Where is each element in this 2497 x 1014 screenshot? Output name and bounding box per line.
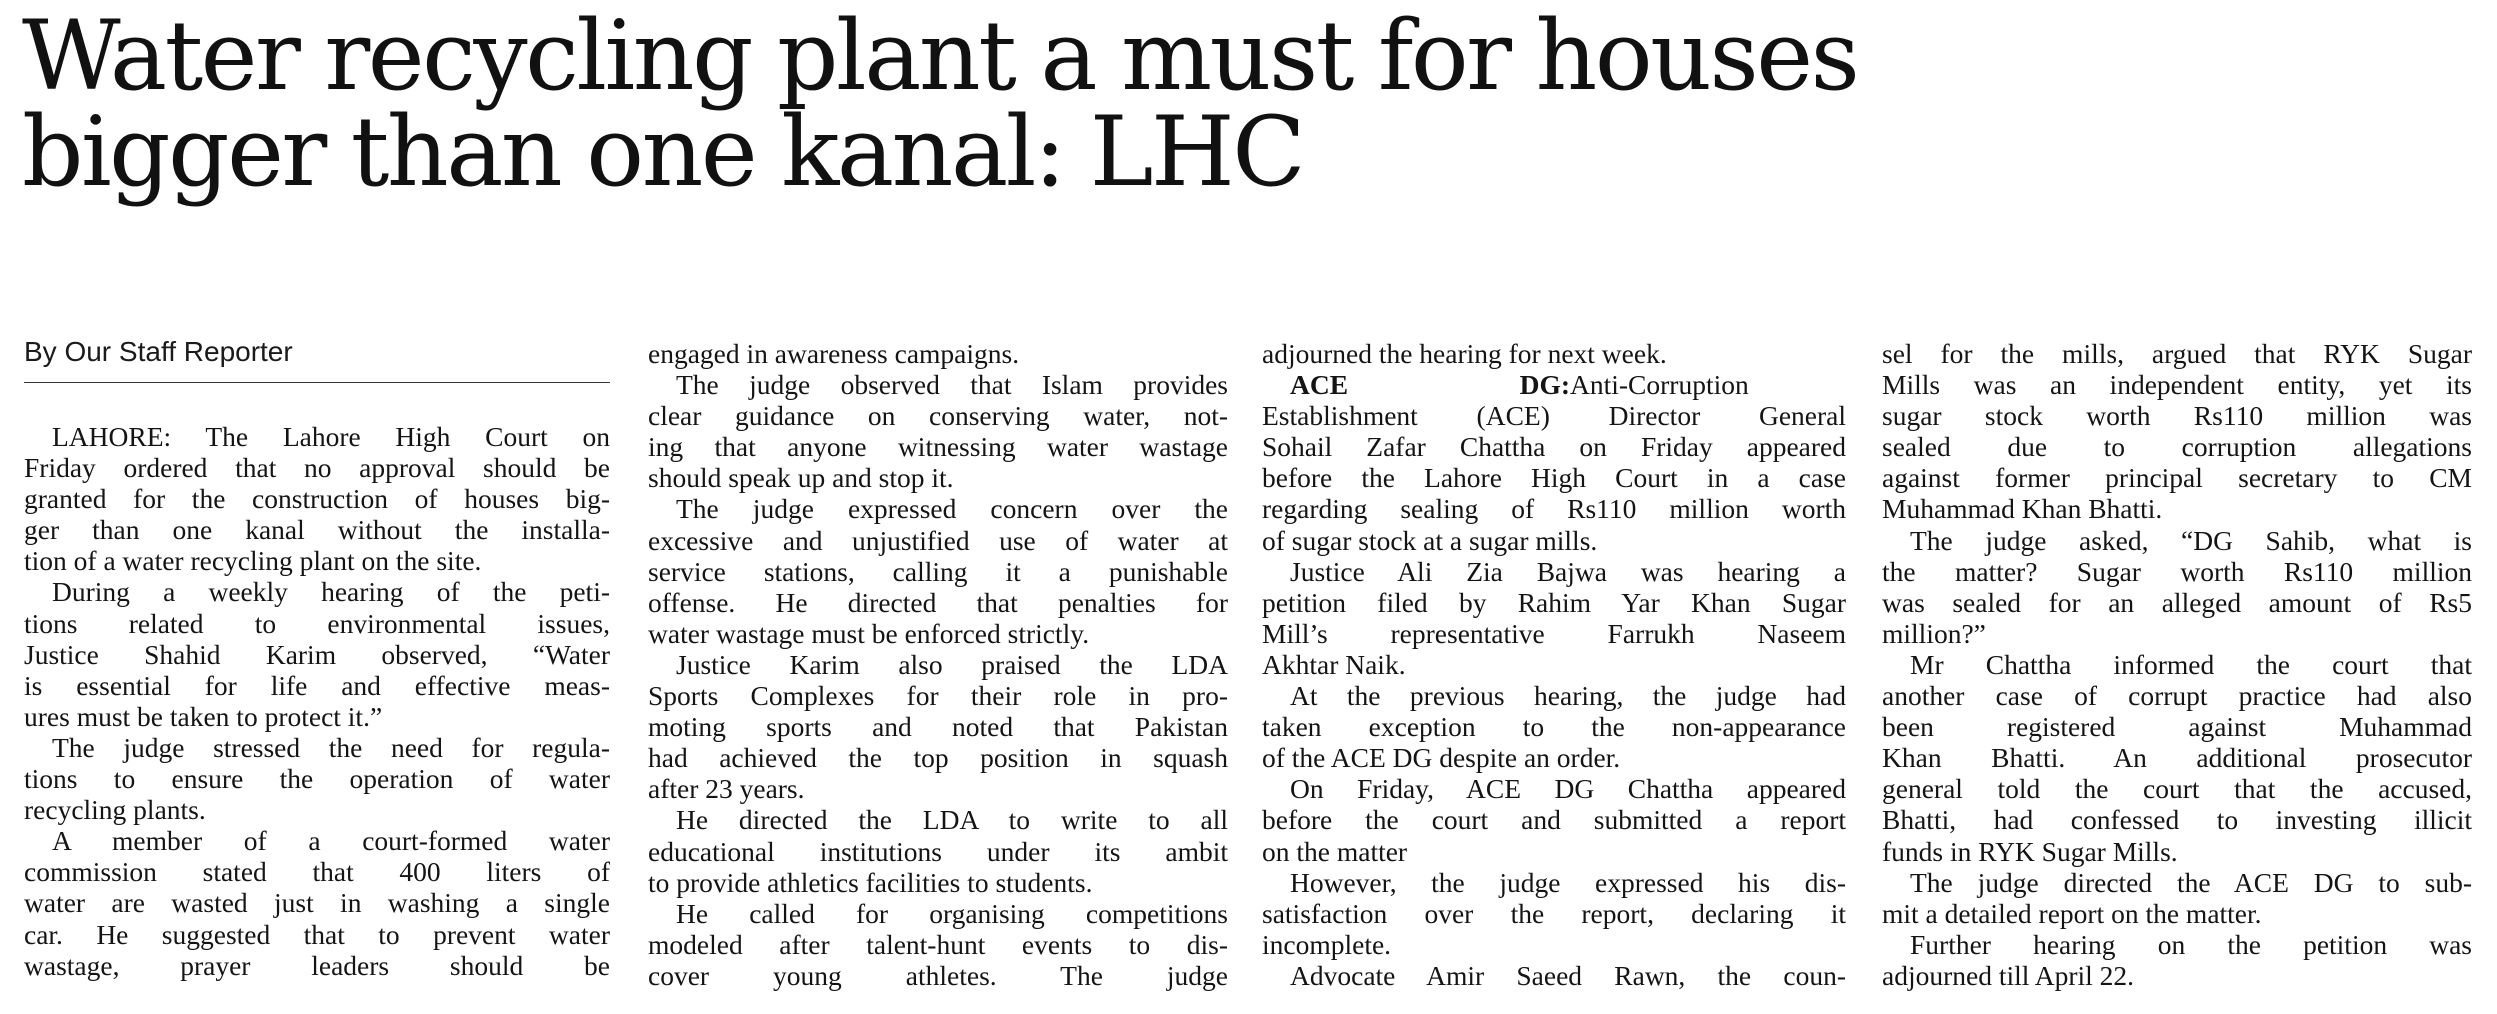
text-line: Khan Bhatti. An additional prosecutor xyxy=(1882,742,2472,774)
article-column-3 xyxy=(1262,338,1846,991)
text-line: moting sports and noted that Pakistan xyxy=(648,711,1228,743)
text-line: Establishment (ACE) Director General xyxy=(1262,400,1846,432)
text-line: clear guidance on conserving water, not- xyxy=(648,400,1228,432)
text-line: cover young athletes. The judge xyxy=(648,959,1228,991)
text-line: However, the judge expressed his dis- xyxy=(1290,866,1846,898)
text-line: Justice Karim also praised the LDA xyxy=(676,648,1228,680)
text-line: granted for the construction of houses big- xyxy=(24,483,610,515)
text-line: incomplete. xyxy=(1262,928,1392,960)
text-line: against former principal secretary to CM xyxy=(1882,462,2472,494)
article-column-2 xyxy=(648,338,1228,991)
text-line: before the Lahore High Court in a case xyxy=(1262,462,1846,494)
text-line: He directed the LDA to write to all xyxy=(676,804,1228,836)
text-line: funds in RYK Sugar Mills. xyxy=(1882,835,2178,867)
text-line: wastage, prayer leaders should be xyxy=(24,949,610,981)
text-line: Mills was an independent entity, yet its xyxy=(1882,369,2472,401)
text-line: sealed due to corruption allegations xyxy=(1882,431,2472,463)
byline-rule xyxy=(24,382,610,383)
text-line: of the ACE DG despite an order. xyxy=(1262,742,1621,774)
text-line: LAHORE: The Lahore High Court on xyxy=(52,421,610,452)
text-line: ger than one kanal without the installa- xyxy=(24,514,610,546)
text-line: sugar stock worth Rs110 million was xyxy=(1882,400,2472,432)
text-line: Sports Complexes for their role in pro- xyxy=(648,680,1228,712)
text-line: At the previous hearing, the judge had xyxy=(1290,680,1846,712)
text-line: The judge expressed concern over the xyxy=(676,493,1228,525)
text-line: A member of a court-formed water xyxy=(52,825,610,857)
text-line: recycling plants. xyxy=(24,794,206,826)
text-line: Justice Shahid Karim observed, “Water xyxy=(24,638,610,670)
byline: By Our Staff Reporter xyxy=(24,336,293,367)
text-line: general told the court that the accused, xyxy=(1882,773,2472,805)
text-line: water wastage must be enforced strictly. xyxy=(648,617,1090,649)
text-line: educational institutions under its ambit xyxy=(648,835,1228,867)
text-line: During a weekly hearing of the peti- xyxy=(52,576,610,608)
text-line: He called for organising competitions xyxy=(676,897,1228,929)
text-line: of sugar stock at a sugar mills. xyxy=(1262,524,1598,556)
text-line: Advocate Amir Saeed Rawn, the coun- xyxy=(1290,959,1846,991)
text-line: excessive and unjustified use of water at xyxy=(648,524,1228,556)
text-line: The judge asked, “DG Sahib, what is xyxy=(1910,524,2472,556)
text-line: modeled after talent-hunt events to dis- xyxy=(648,928,1228,960)
text-line: taken exception to the non-appearance xyxy=(1262,711,1846,743)
text-line: sel for the mills, argued that RYK Sugar xyxy=(1882,338,2472,369)
text-line: mit a detailed report on the matter. xyxy=(1882,897,2262,929)
text-line: Further hearing on the petition was xyxy=(1910,928,2472,960)
text-line: Bhatti, had confessed to investing illicit xyxy=(1882,804,2472,836)
kicker-word: DG: xyxy=(1519,369,1570,401)
text-line: was sealed for an alleged amount of Rs5 xyxy=(1882,586,2472,618)
text-line xyxy=(1262,369,1846,400)
text-line: petition filed by Rahim Yar Khan Sugar xyxy=(1262,586,1846,618)
text-line: commission stated that 400 liters of xyxy=(24,856,610,888)
text-line: Mr Chattha informed the court that xyxy=(1910,648,2472,680)
text-line-rest: Anti-Corruption xyxy=(1570,369,1749,401)
text-line: is essential for life and effective meas- xyxy=(24,669,610,701)
text-line: Muhammad Khan Bhatti. xyxy=(1882,493,2163,525)
text-line: adjourned the hearing for next week. xyxy=(1262,338,1667,369)
text-line: on the matter xyxy=(1262,835,1408,867)
text-line: another case of corrupt practice had also xyxy=(1882,680,2472,712)
text-line: tions related to environmental issues, xyxy=(24,607,610,639)
text-line: million?” xyxy=(1882,617,1986,649)
text-line: had achieved the top position in squash xyxy=(648,742,1228,774)
text-line: The judge stressed the need for regula- xyxy=(52,731,610,763)
kicker-word: ACE xyxy=(1290,369,1349,401)
text-line: car. He suggested that to prevent water xyxy=(24,918,610,950)
text-line: been registered against Muhammad xyxy=(1882,711,2472,743)
text-line: tions to ensure the operation of water xyxy=(24,763,610,795)
article-column-1 xyxy=(24,421,610,981)
text-line: the matter? Sugar worth Rs110 million xyxy=(1882,555,2472,587)
text-line: Justice Ali Zia Bajwa was hearing a xyxy=(1290,555,1846,587)
text-line: ing that anyone witnessing water wastage xyxy=(648,431,1228,463)
article-column-4 xyxy=(1882,338,2472,991)
text-line: before the court and submitted a report xyxy=(1262,804,1846,836)
text-line: Friday ordered that no approval should be xyxy=(24,452,610,484)
text-line: Sohail Zafar Chattha on Friday appeared xyxy=(1262,431,1846,463)
text-line: after 23 years. xyxy=(648,773,805,805)
text-line: The judge directed the ACE DG to sub- xyxy=(1910,866,2472,898)
headline-line-2: bigger than one kanal: LHC xyxy=(22,96,1304,208)
text-line: satisfaction over the report, declaring it xyxy=(1262,897,1846,929)
section-kicker xyxy=(1262,369,1570,400)
text-line: regarding sealing of Rs110 million worth xyxy=(1262,493,1846,525)
text-line: should speak up and stop it. xyxy=(648,462,954,494)
text-line: adjourned till April 22. xyxy=(1882,959,2135,991)
headline-line-1: Water recycling plant a must for houses xyxy=(22,0,1858,112)
text-line: The judge observed that Islam provides xyxy=(676,369,1228,401)
text-line: water are wasted just in washing a single xyxy=(24,887,610,919)
text-line: Mill’s representative Farrukh Naseem xyxy=(1262,617,1846,649)
text-line: tion of a water recycling plant on the site. xyxy=(24,545,482,577)
text-line: service stations, calling it a punishable xyxy=(648,555,1228,587)
text-line: to provide athletics facilities to students. xyxy=(648,866,1093,898)
text-line: On Friday, ACE DG Chattha appeared xyxy=(1290,773,1846,805)
text-line: offense. He directed that penalties for xyxy=(648,586,1228,618)
text-line: ures must be taken to protect it.” xyxy=(24,700,383,732)
headline xyxy=(22,0,2462,208)
text-line: Akhtar Naik. xyxy=(1262,648,1406,680)
text-line: engaged in awareness campaigns. xyxy=(648,338,1020,369)
